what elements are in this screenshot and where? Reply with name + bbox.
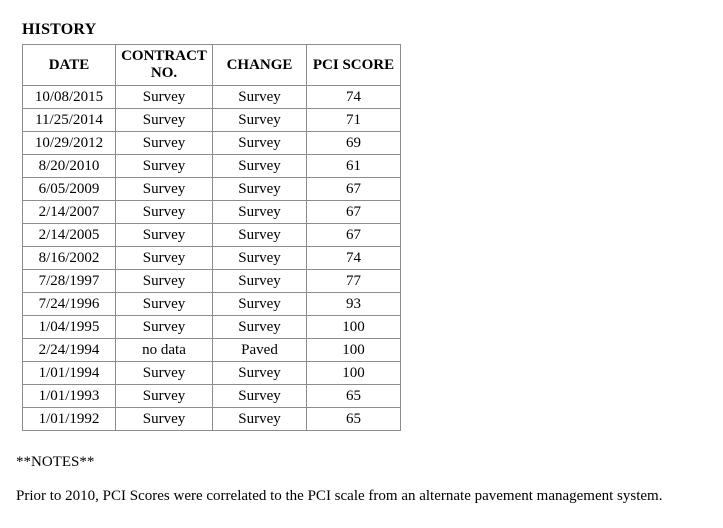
cell-date: 2/14/2005 [23, 224, 116, 247]
cell-change: Survey [213, 155, 307, 178]
table-row [23, 362, 401, 385]
table-row [23, 224, 401, 247]
cell-change: Survey [213, 132, 307, 155]
cell-date: 10/29/2012 [23, 132, 116, 155]
cell-contract-no: Survey [116, 155, 213, 178]
cell-date: 2/24/1994 [23, 339, 116, 362]
section-title: HISTORY [22, 21, 97, 38]
cell-pci-score: 100 [307, 362, 401, 385]
cell-change: Survey [213, 362, 307, 385]
cell-change: Survey [213, 247, 307, 270]
table-body [23, 86, 401, 431]
cell-change: Paved [213, 339, 307, 362]
cell-date: 1/04/1995 [23, 316, 116, 339]
cell-date: 7/24/1996 [23, 293, 116, 316]
cell-change: Survey [213, 86, 307, 109]
cell-change: Survey [213, 270, 307, 293]
cell-change: Survey [213, 408, 307, 431]
cell-date: 1/01/1994 [23, 362, 116, 385]
table-row [23, 270, 401, 293]
cell-contract-no: Survey [116, 247, 213, 270]
cell-pci-score: 69 [307, 132, 401, 155]
cell-date: 7/28/1997 [23, 270, 116, 293]
header-change: CHANGE [213, 45, 307, 86]
cell-date: 1/01/1993 [23, 385, 116, 408]
notes-heading: **NOTES** [16, 454, 95, 470]
cell-date: 2/14/2007 [23, 201, 116, 224]
table-row [23, 178, 401, 201]
table-row [23, 132, 401, 155]
cell-pci-score: 67 [307, 224, 401, 247]
table-row [23, 316, 401, 339]
cell-contract-no: no data [116, 339, 213, 362]
header-contract-no: CONTRACT NO. [116, 45, 213, 86]
cell-contract-no: Survey [116, 224, 213, 247]
cell-change: Survey [213, 178, 307, 201]
cell-date: 6/05/2009 [23, 178, 116, 201]
cell-pci-score: 67 [307, 178, 401, 201]
notes-text: Prior to 2010, PCI Scores were correlated to the PCI scale from an alternate pavement management system. [16, 488, 663, 504]
cell-change: Survey [213, 316, 307, 339]
cell-pci-score: 93 [307, 293, 401, 316]
table-row [23, 247, 401, 270]
cell-contract-no: Survey [116, 293, 213, 316]
cell-pci-score: 74 [307, 247, 401, 270]
table-row [23, 86, 401, 109]
cell-pci-score: 67 [307, 201, 401, 224]
table-row [23, 339, 401, 362]
table-row [23, 109, 401, 132]
cell-change: Survey [213, 385, 307, 408]
cell-date: 1/01/1992 [23, 408, 116, 431]
cell-contract-no: Survey [116, 385, 213, 408]
cell-date: 11/25/2014 [23, 109, 116, 132]
table-row [23, 155, 401, 178]
cell-contract-no: Survey [116, 178, 213, 201]
header-pci-score: PCI SCORE [307, 45, 401, 86]
cell-contract-no: Survey [116, 408, 213, 431]
cell-contract-no: Survey [116, 270, 213, 293]
cell-pci-score: 77 [307, 270, 401, 293]
header-date: DATE [23, 45, 116, 86]
cell-contract-no: Survey [116, 109, 213, 132]
cell-date: 8/20/2010 [23, 155, 116, 178]
cell-pci-score: 100 [307, 316, 401, 339]
cell-contract-no: Survey [116, 86, 213, 109]
cell-pci-score: 71 [307, 109, 401, 132]
cell-date: 8/16/2002 [23, 247, 116, 270]
cell-contract-no: Survey [116, 201, 213, 224]
table-row [23, 201, 401, 224]
table-row [23, 293, 401, 316]
cell-contract-no: Survey [116, 316, 213, 339]
cell-change: Survey [213, 109, 307, 132]
table-row [23, 385, 401, 408]
cell-pci-score: 61 [307, 155, 401, 178]
cell-date: 10/08/2015 [23, 86, 116, 109]
table-header-row [23, 45, 401, 86]
cell-contract-no: Survey [116, 132, 213, 155]
cell-change: Survey [213, 293, 307, 316]
cell-change: Survey [213, 224, 307, 247]
cell-change: Survey [213, 201, 307, 224]
history-table [22, 44, 401, 431]
cell-pci-score: 65 [307, 385, 401, 408]
table-row [23, 408, 401, 431]
cell-pci-score: 100 [307, 339, 401, 362]
cell-pci-score: 65 [307, 408, 401, 431]
cell-pci-score: 74 [307, 86, 401, 109]
cell-contract-no: Survey [116, 362, 213, 385]
